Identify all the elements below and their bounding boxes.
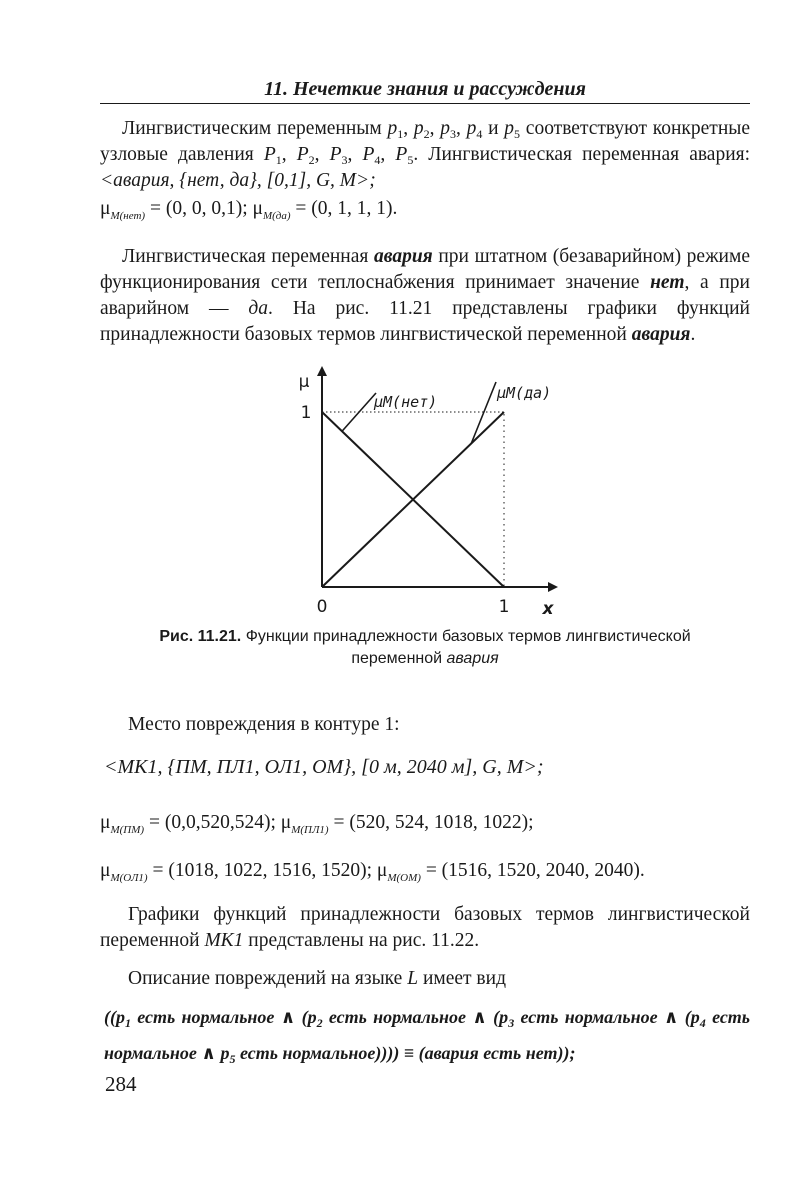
formula-text: нормальное ∧ p	[104, 1043, 230, 1063]
mu-symbol: μ	[100, 812, 111, 833]
annotation-mu-da: μM(да)	[497, 384, 552, 402]
subscript: 2	[316, 1016, 323, 1030]
subscript: 1	[397, 127, 404, 141]
mu-subscript: M(нет)	[110, 210, 146, 222]
para4-text: переменной	[100, 930, 205, 951]
subscript: 3	[450, 127, 456, 141]
var-P: P	[329, 144, 342, 165]
subscript: 3	[508, 1016, 515, 1030]
para2-text: аварийном —	[100, 298, 249, 319]
formula-value: = (0,0,520,524);	[144, 812, 281, 833]
annotation-leader-1	[471, 382, 496, 444]
y-tick-label: 1	[300, 403, 312, 423]
mu-subscript: M(ПМ)	[110, 824, 145, 836]
subscript: 5	[407, 153, 414, 167]
formula-value: = (0, 1, 1, 1).	[290, 198, 398, 219]
para1-text: узловые давления	[100, 144, 264, 165]
formula-value: = (1018, 1022, 1516, 1520);	[147, 860, 377, 881]
formula-text: есть нормальное ∧ (p	[514, 1007, 700, 1027]
para5-text: имеет вид	[418, 968, 506, 989]
para1-text: Лингвистическим переменным	[122, 118, 388, 139]
mu-symbol: μ	[252, 198, 263, 219]
page-number: 284	[105, 1072, 137, 1096]
para2-text: , а при	[684, 272, 750, 293]
para4-text: представлены на рис. 11.22.	[243, 930, 480, 951]
subscript: 5	[514, 127, 521, 141]
formula-mu-pm-pl1	[100, 810, 750, 836]
x-tick-label: 1	[498, 597, 510, 617]
formula-description-line2	[104, 1040, 750, 1066]
para5-text: Описание повреждений на языке	[128, 968, 408, 989]
para4-line1: Графики функций принадлежности базовых термов лингвистической	[128, 904, 750, 925]
tuple-avaria: <авария, {нет, да}, [0,1], G, M>;	[100, 170, 376, 191]
formula-text: есть	[705, 1007, 751, 1027]
para1-text: соответствуют конкретные	[520, 118, 751, 139]
mu-symbol: μ	[100, 198, 111, 219]
annotation-mu-net: μM(нет)	[374, 393, 438, 411]
subscript: 4	[374, 153, 381, 167]
var-P: P	[395, 144, 408, 165]
mu-subscript: M(да)	[262, 210, 291, 222]
subscript: 2	[423, 127, 430, 141]
para2-text: . На рис. 11.21 представлены графики функций	[268, 298, 750, 319]
formula-text: есть нормальное ∧ (p	[322, 1007, 509, 1027]
caption-term: авария	[446, 650, 499, 667]
para2-text: Лингвистическая переменная	[122, 246, 374, 267]
para1-text: . Лингвистическая переменная авария:	[413, 144, 751, 165]
caption-text: переменной	[351, 650, 447, 667]
var-P: P	[362, 144, 375, 165]
formula-text: ((p	[104, 1007, 125, 1027]
para1-text: и	[482, 118, 505, 139]
para5	[128, 966, 748, 992]
para2-text: .	[690, 324, 696, 345]
subscript: 1	[275, 153, 282, 167]
para2-text: принадлежности базовых термов лингвистической переменной	[100, 324, 632, 345]
subscript: 3	[341, 153, 348, 167]
var-p: p	[387, 118, 398, 139]
para1-line1: Лингвистическим переменным $p_1$, $p_2$, $p_3$, $p_4$ и $p_5$ соответствуют конкретные	[122, 118, 751, 141]
var-L: L	[407, 968, 419, 989]
term-net: нет	[650, 272, 685, 293]
term-da: да	[248, 298, 269, 319]
mu-symbol: μ	[376, 860, 388, 881]
x-tick-label: 0	[316, 597, 328, 617]
subscript: 4	[699, 1016, 706, 1030]
mu-subscript: M(ОМ)	[387, 872, 421, 884]
subscript: 5	[229, 1052, 236, 1066]
var-p: p	[504, 118, 515, 139]
tuple-mk1: <MK1, {ПМ, ПЛ1, ОЛ1, ОМ}, [0 м, 2040 м], G, M>;	[104, 756, 544, 778]
para1-line2: узловые давления $P_1$, $P_2$, $P_3$, $P_4$, $P_5$. Лингвистическая переменная авария:	[100, 144, 751, 167]
para4-line2	[100, 928, 750, 954]
subscript: 2	[308, 153, 315, 167]
mu-symbol: μ	[100, 860, 111, 881]
mu-subscript: M(ПЛ1)	[291, 824, 329, 836]
term-avaria: авария	[373, 246, 433, 267]
subscript: 4	[476, 127, 483, 141]
formula-mu-ol1-om	[100, 858, 750, 884]
formula-text: есть нормальное ∧ (p	[131, 1007, 317, 1027]
para2-text: при штатном (безаварийном) режиме	[432, 246, 750, 267]
formula-description-line1	[104, 1004, 750, 1030]
caption-text: Функции принадлежности базовых термов лингвистической	[241, 628, 691, 645]
formula-value: = (520, 524, 1018, 1022);	[328, 812, 534, 833]
x-axis-label: x	[542, 599, 554, 619]
para3: Место повреждения в контуре 1:	[128, 714, 400, 735]
formula-value: = (1516, 1520, 2040, 2040).	[420, 860, 645, 881]
y-axis-label: μ	[298, 372, 310, 392]
var-P: P	[263, 144, 276, 165]
var-P: P	[296, 144, 309, 165]
subscript: 1	[125, 1016, 131, 1030]
caption-label: Рис. 11.21.	[159, 628, 242, 645]
para2-text: функционирования сети теплоснабжения принимает значение	[100, 272, 651, 293]
running-head: 11. Нечеткие знания и рассуждения	[264, 78, 586, 100]
var-p: p	[413, 118, 424, 139]
mu-symbol: μ	[280, 812, 292, 833]
var-p: p	[466, 118, 477, 139]
var-p: p	[440, 118, 450, 139]
term-mk1: МК1	[204, 930, 244, 951]
formula-value: = (0, 0, 0,1);	[145, 198, 253, 219]
mu-subscript: M(ОЛ1)	[110, 872, 148, 884]
formula-text: есть нормальное)))) ≡ (авария есть нет));	[235, 1043, 576, 1063]
figure-caption	[100, 626, 750, 670]
term-avaria: авария	[631, 324, 691, 345]
